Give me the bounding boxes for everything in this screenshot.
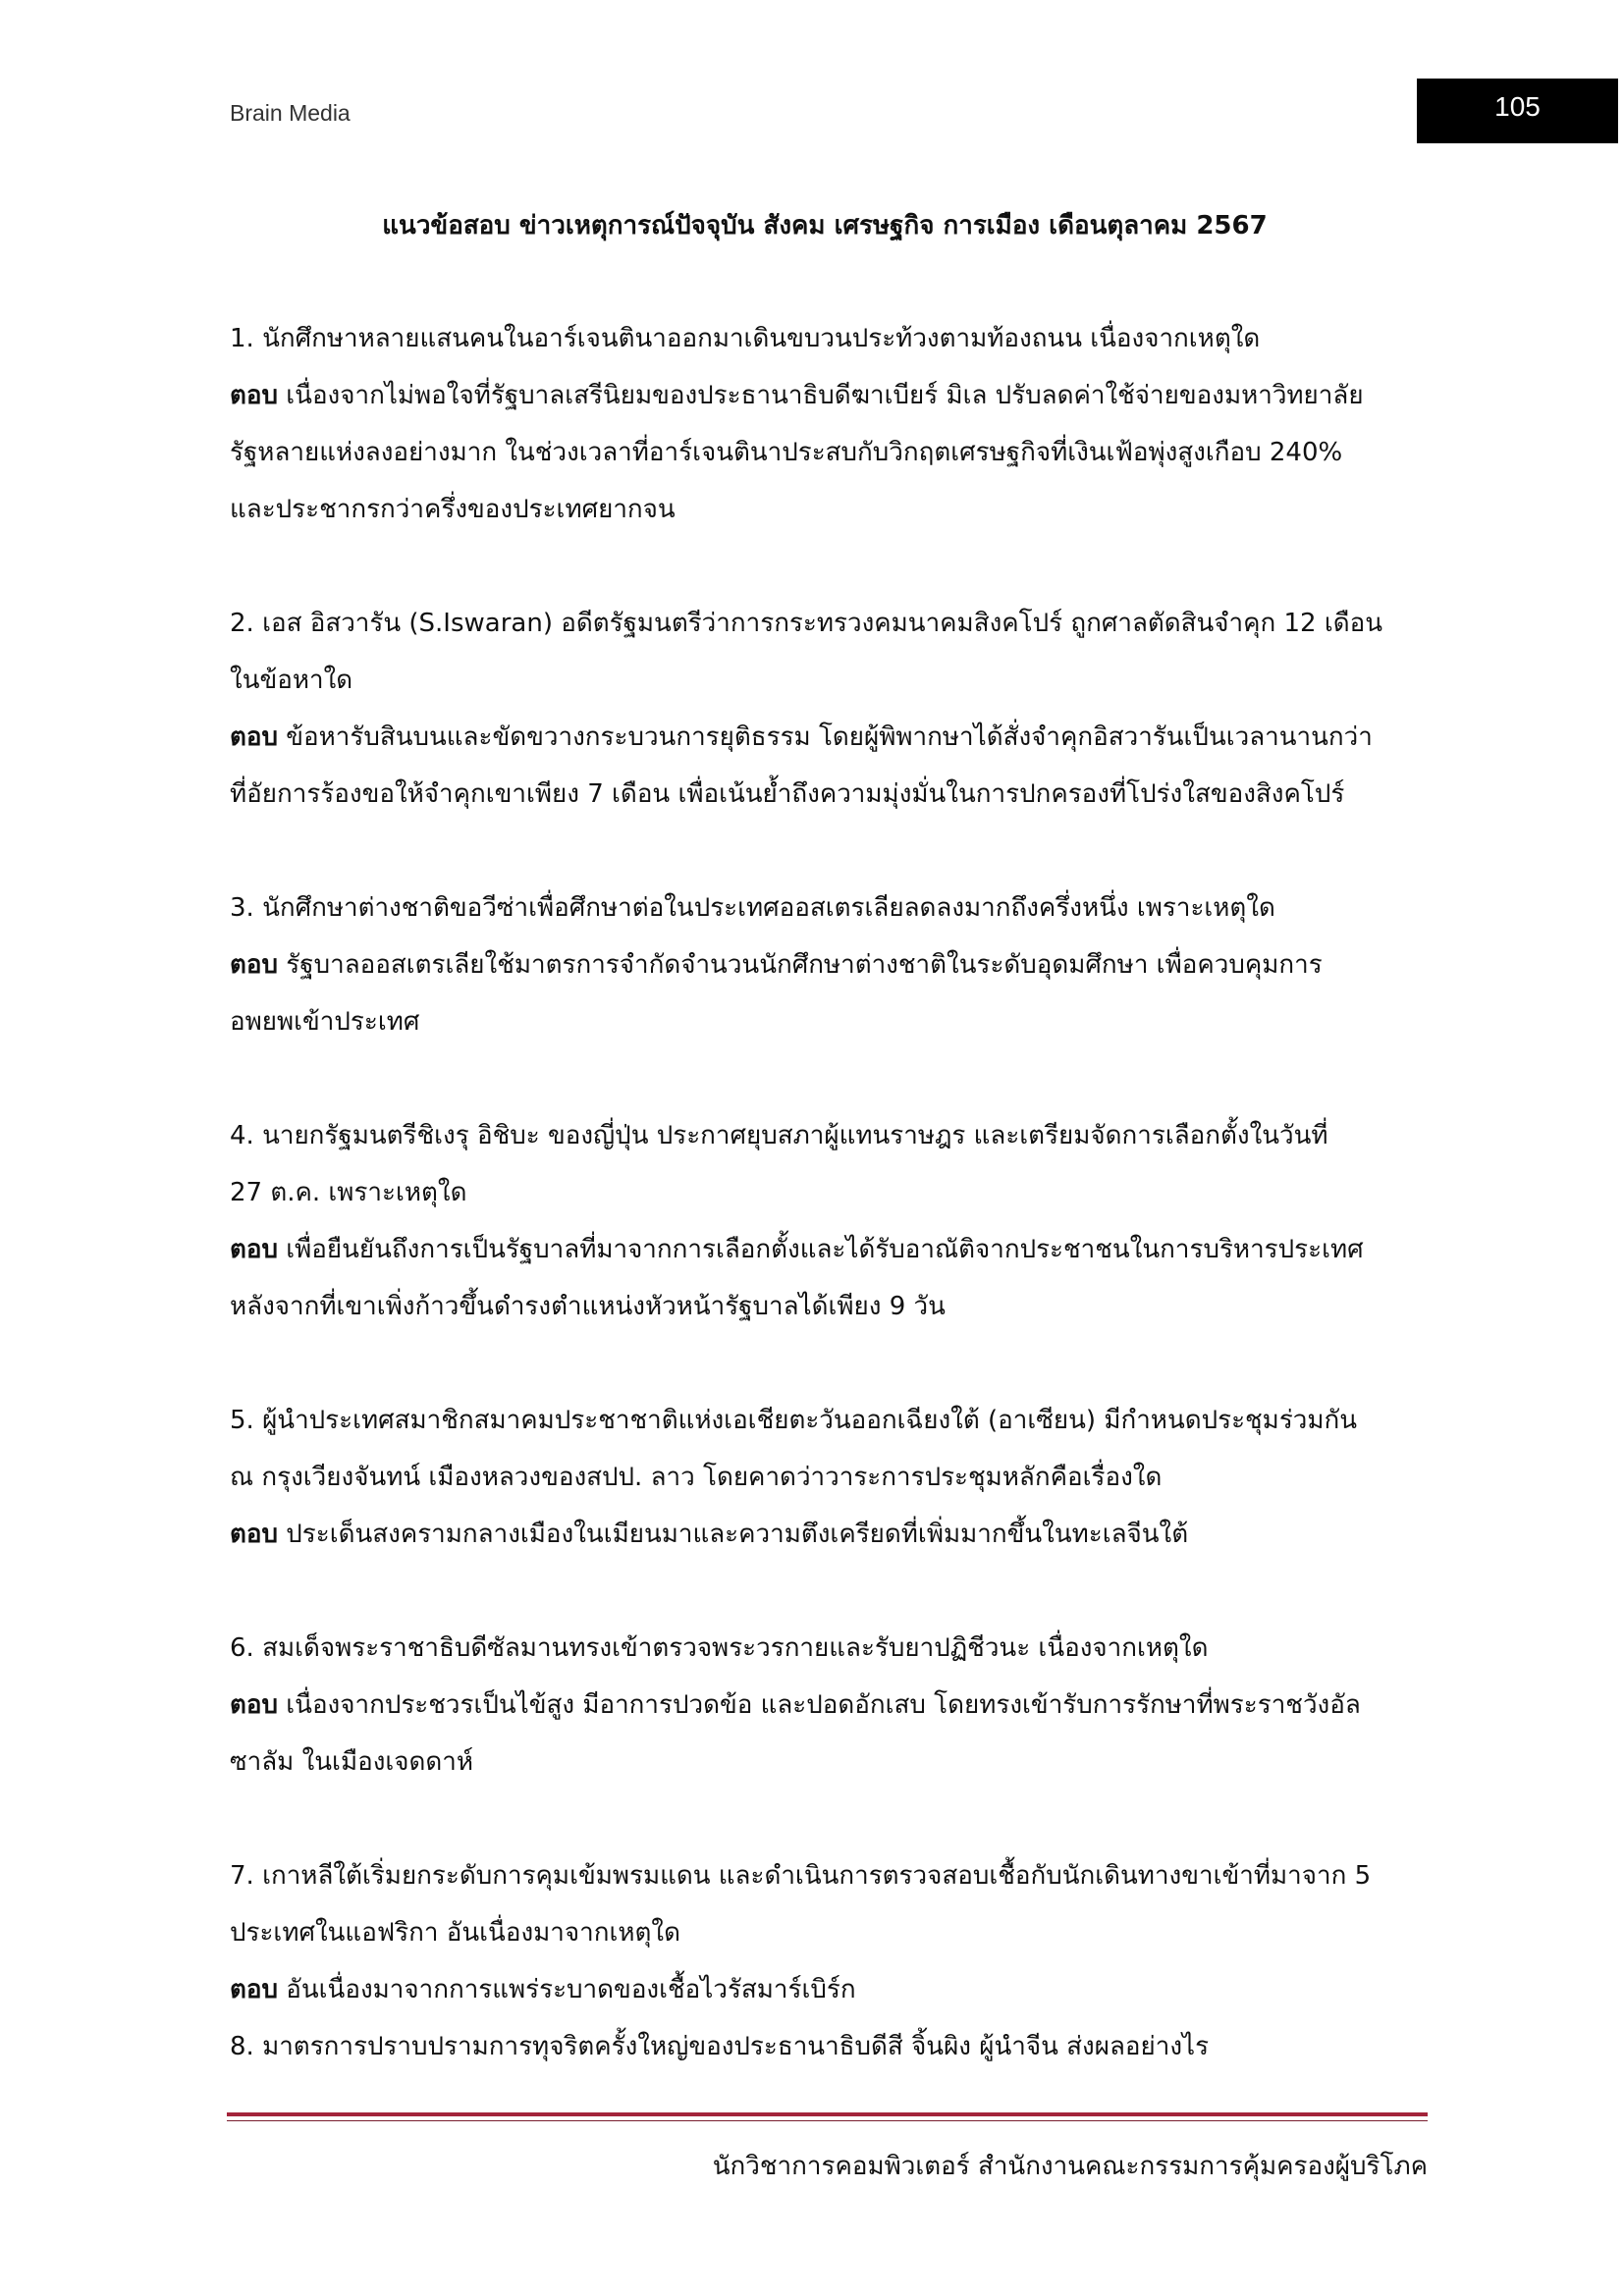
question-line: 6. สมเด็จพระราชาธิบดีซัลมานทรงเข้าตรวจพระวรกายและรับยาปฏิชีวนะ เนื่องจากเหตุใด: [230, 1633, 1209, 1663]
question-line: 2. เอส อิสวารัน (S.Iswaran) อดีตรัฐมนตรีว่าการกระทรวงคมนาคมสิงคโปร์ ถูกศาลตัดสินจำคุก 12 เดือน: [230, 609, 1383, 638]
question-line: 5. ผู้นำประเทศสมาชิกสมาคมประชาชาติแห่งเอเชียตะวันออกเฉียงใต้ (อาเซียน) มีกำหนดประชุมร่วมกัน: [230, 1406, 1358, 1435]
answer-text: เพื่อยืนยันถึงการเป็นรัฐบาลที่มาจากการเลือกตั้งและได้รับอาณัติจากประชาชนในการบริหารประเทศ: [286, 1235, 1364, 1264]
answer-line: และประชากรกว่าครึ่งของประเทศยากจน: [230, 495, 676, 524]
document-title: แนวข้อสอบ ข่าวเหตุการณ์ปัจจุบัน สังคม เศรษฐกิจ การเมือง เดือนตุลาคม 2567: [382, 211, 1268, 240]
answer-line: รัฐหลายแห่งลงอย่างมาก ในช่วงเวลาที่อาร์เจนตินาประสบกับวิกฤตเศรษฐกิจที่เงินเฟ้อพุ่งสูงเกือบ 240%: [230, 438, 1343, 467]
answer-text: ประเด็นสงครามกลางเมืองในเมียนมาและความตึงเครียดที่เพิ่มมากขึ้นในทะเลจีนใต้: [286, 1520, 1189, 1549]
question-line: 7. เกาหลีใต้เริ่มยกระดับการคุมเข้มพรมแดน และดำเนินการตรวจสอบเชื้อกับนักเดินทางขาเข้าที่มาจาก 5: [230, 1861, 1372, 1891]
question-line: ณ กรุงเวียงจันทน์ เมืองหลวงของสปป. ลาว โดยคาดว่าวาระการประชุมหลักคือเรื่องใด: [230, 1463, 1163, 1492]
answer-label: ตอบ: [230, 1520, 279, 1549]
footer-text: นักวิชาการคอมพิวเตอร์ สำนักงานคณะกรรมการคุ้มครองผู้บริโภค: [712, 2152, 1428, 2181]
qa-item-8: [230, 2018, 1428, 2075]
answer-label: ตอบ: [230, 950, 279, 980]
answer-line: [230, 1677, 1428, 1734]
answer-text: รัฐบาลออสเตรเลียใช้มาตรการจำกัดจำนวนนักศึกษาต่างชาติในระดับอุดมศึกษา เพื่อควบคุมการ: [286, 950, 1323, 980]
answer-text: อันเนื่องมาจากการแพร่ระบาดของเชื้อไวรัสมาร์เบิร์ก: [286, 1975, 856, 2004]
answer-line: ที่อัยการร้องขอให้จำคุกเขาเพียง 7 เดือน เพื่อเน้นย้ำถึงความมุ่งมั่นในการปกครองที่โปร่งใสของสิงคโปร์: [230, 779, 1345, 809]
footer-divider: [227, 2112, 1428, 2116]
question-line: 3. นักศึกษาต่างชาติขอวีซ่าเพื่อศึกษาต่อในประเทศออสเตรเลียลดลงมากถึงครึ่งหนึ่ง เพราะเหตุใด: [230, 893, 1275, 923]
question-line: 4. นายกรัฐมนตรีชิเงรุ อิชิบะ ของญี่ปุ่น ประกาศยุบสภาผู้แทนราษฎร และเตรียมจัดการเลือกตั้งในวันที่: [230, 1121, 1328, 1150]
qa-item-1: [230, 310, 1428, 538]
qa-item-3: [230, 880, 1428, 1050]
page-number-badge: 105: [1417, 79, 1618, 143]
footer-divider-thin: [227, 2120, 1428, 2121]
qa-item-7: [230, 1847, 1428, 2018]
answer-label: ตอบ: [230, 1690, 279, 1720]
qa-item-2: [230, 595, 1428, 823]
question-line: 1. นักศึกษาหลายแสนคนในอาร์เจนตินาออกมาเดินขบวนประท้วงตามท้องถนน เนื่องจากเหตุใด: [230, 324, 1261, 353]
answer-line: หลังจากที่เขาเพิ่งก้าวขึ้นดำรงตำแหน่งหัวหน้ารัฐบาลได้เพียง 9 วัน: [230, 1292, 946, 1321]
answer-line: [230, 367, 1428, 424]
question-line: ประเทศในแอฟริกา อันเนื่องมาจากเหตุใด: [230, 1918, 680, 1948]
answer-line: [230, 936, 1428, 993]
answer-line: [230, 709, 1428, 766]
answer-label: ตอบ: [230, 381, 279, 410]
answer-line: อพยพเข้าประเทศ: [230, 1007, 420, 1037]
question-line: ในข้อหาใด: [230, 666, 353, 695]
answer-line: [230, 1221, 1428, 1278]
answer-text: เนื่องจากไม่พอใจที่รัฐบาลเสรีนิยมของประธานาธิบดีฆาเบียร์ มิเล ปรับลดค่าใช้จ่ายของมหาวิทยาลัย: [286, 381, 1364, 410]
answer-label: ตอบ: [230, 1235, 279, 1264]
publisher-name: Brain Media: [230, 100, 351, 126]
answer-line: [230, 1506, 1428, 1563]
question-line: 8. มาตรการปราบปรามการทุจริตครั้งใหญ่ของประธานาธิบดีสี จิ้นผิง ผู้นำจีน ส่งผลอย่างไร: [230, 2032, 1210, 2061]
qa-item-4: [230, 1107, 1428, 1335]
answer-line: ซาลัม ในเมืองเจดดาห์: [230, 1747, 474, 1777]
answer-label: ตอบ: [230, 1975, 279, 2004]
question-list: [230, 310, 1428, 2075]
answer-text: ข้อหารับสินบนและขัดขวางกระบวนการยุติธรรม โดยผู้พิพากษาได้สั่งจำคุกอิสวารันเป็นเวลานานกว่า: [286, 722, 1373, 752]
answer-text: เนื่องจากประชวรเป็นไข้สูง มีอาการปวดข้อ และปอดอักเสบ โดยทรงเข้ารับการรักษาที่พระราชวังอัล: [286, 1690, 1361, 1720]
qa-item-5: [230, 1392, 1428, 1563]
answer-label: ตอบ: [230, 722, 279, 752]
qa-item-6: [230, 1620, 1428, 1790]
question-line: 27 ต.ค. เพราะเหตุใด: [230, 1178, 467, 1207]
answer-line: [230, 1961, 1428, 2018]
